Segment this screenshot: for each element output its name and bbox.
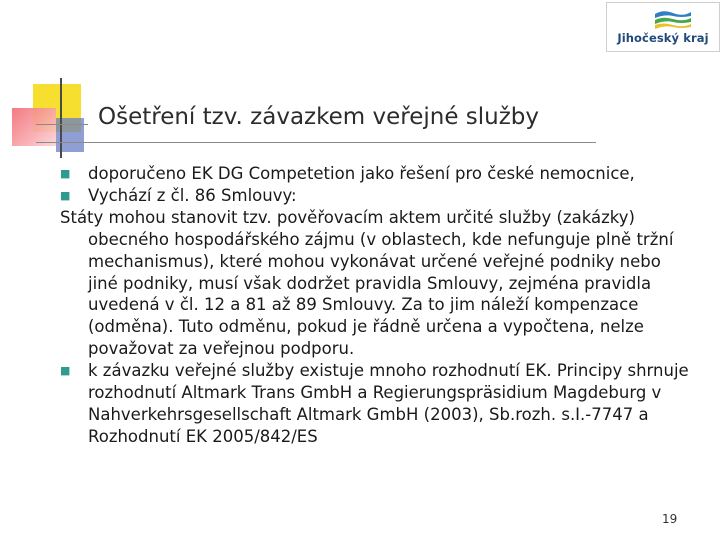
title-underline xyxy=(36,142,596,143)
jihocesky-kraj-logo xyxy=(606,2,720,52)
bullet-icon: ■ xyxy=(60,364,71,378)
decor-red-square xyxy=(12,108,56,146)
list-item-text: k závazku veřejné služby existuje mnoho rozhodnutí EK. Principy shrnuje rozhodnutí Altmark Trans GmbH a Regierungspräsidium Magdeburg v Nahverkehrsgesellschaft Altmark GmbH (2003), Sb.rozh. s.I.-7747 a Rozhodnutí EK 2005/842/ES xyxy=(88,361,689,446)
slide-title: Ošetření tzv. závazkem veřejné služby xyxy=(98,104,540,130)
logo-text: Jihočeský kraj xyxy=(617,31,709,45)
list-item xyxy=(60,163,690,185)
slide-body xyxy=(60,163,690,448)
paragraph-text: Státy mohou stanovit tzv. pověřovacím aktem určité služby (zakázky) obecného hospodářského zájmu (v oblastech, kde nefunguje plně tržní mechanismus), které mohou vykonávat určené veřejné podniky nebo jiné podniky, musí však dodržet pravidla Smlouvy, zejména pravidla uvedená v čl. 12 a 81 až 89 Smlouvy. Za to jim náleží kompenzace (odměna). Tuto odměnu, pokud je řádně určena a vypočtena, nelze považovat za veřejnou podporu. xyxy=(60,207,674,359)
list-item xyxy=(60,185,690,207)
decor-vertical-line xyxy=(60,78,62,158)
list-item xyxy=(60,360,690,448)
list-item-text: doporučeno EK DG Competetion jako řešení pro české nemocnice, xyxy=(88,164,635,183)
paragraph xyxy=(60,207,690,360)
decor-short-line xyxy=(36,124,88,125)
logo-waves-icon xyxy=(653,8,693,30)
bullet-icon: ■ xyxy=(60,167,71,180)
page-number: 19 xyxy=(662,512,678,526)
bullet-icon: ■ xyxy=(60,188,71,202)
list-item-text: Vychází z čl. 86 Smlouvy: xyxy=(88,185,297,205)
